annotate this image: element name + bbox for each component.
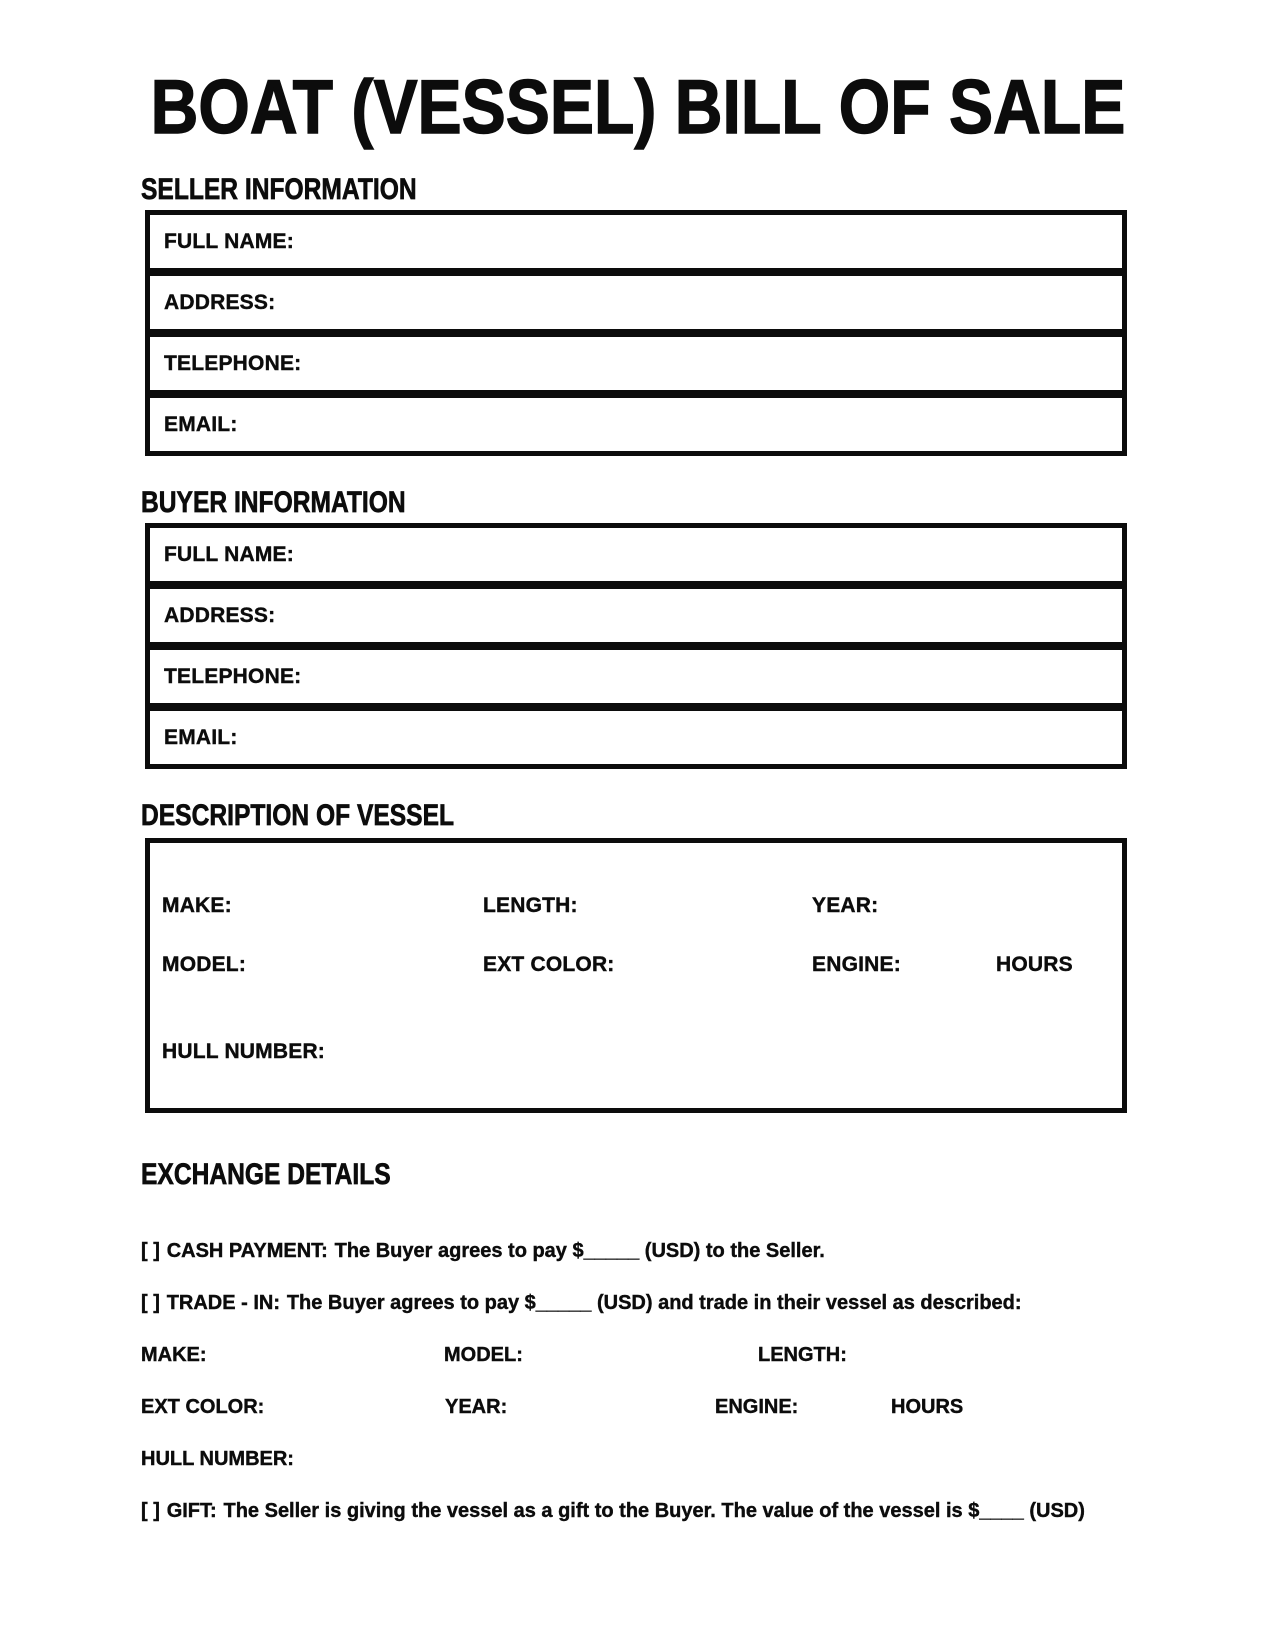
vessel-make-label: MAKE:: [162, 894, 232, 917]
document-title: BOAT (VESSEL) BILL OF SALE: [150, 65, 1126, 150]
cash-payment-label: CASH PAYMENT:: [166, 1240, 328, 1262]
buyer-full-name-field[interactable]: [150, 528, 1122, 581]
cash-payment-checkbox[interactable]: [ ]: [141, 1240, 160, 1262]
trade-make-label: MAKE:: [141, 1344, 207, 1366]
vessel-hull-number-label: HULL NUMBER:: [162, 1040, 325, 1063]
buyer-address-field[interactable]: [150, 581, 1122, 642]
vessel-length-label: LENGTH:: [483, 894, 578, 917]
seller-email-field[interactable]: [150, 390, 1122, 451]
seller-telephone-field[interactable]: [150, 329, 1122, 390]
seller-address-field[interactable]: [150, 268, 1122, 329]
trade-hours-label: HOURS: [891, 1396, 964, 1418]
trade-vessel-row-1: [141, 1343, 1141, 1369]
vessel-engine-label: ENGINE:: [812, 953, 901, 976]
trade-year-label: YEAR:: [445, 1396, 508, 1418]
seller-address-label: ADDRESS:: [164, 290, 276, 314]
gift-label: GIFT:: [166, 1500, 217, 1522]
vessel-model-label: MODEL:: [162, 953, 247, 976]
seller-full-name-field[interactable]: [150, 215, 1122, 268]
buyer-section-heading: BUYER INFORMATION: [141, 486, 406, 519]
seller-info-table: [145, 210, 1127, 456]
buyer-telephone-label: TELEPHONE:: [164, 664, 302, 688]
buyer-address-label: ADDRESS:: [164, 603, 276, 627]
trade-in-text: The Buyer agrees to pay $_____ (USD) and trade in their vessel as described:: [286, 1292, 1022, 1314]
cash-payment-option: [141, 1239, 1141, 1264]
trade-engine-label: ENGINE:: [715, 1396, 799, 1418]
trade-length-label: LENGTH:: [758, 1344, 847, 1366]
cash-payment-text: The Buyer agrees to pay $_____ (USD) to the Seller.: [334, 1240, 825, 1262]
vessel-hours-label: HOURS: [996, 953, 1073, 976]
seller-section-heading: SELLER INFORMATION: [141, 173, 417, 206]
vessel-description-box[interactable]: [145, 838, 1127, 1113]
vessel-year-label: YEAR:: [812, 894, 879, 917]
buyer-info-table: [145, 523, 1127, 769]
trade-vessel-row-2: [141, 1395, 1141, 1421]
buyer-email-field[interactable]: [150, 703, 1122, 764]
buyer-telephone-field[interactable]: [150, 642, 1122, 703]
buyer-email-label: EMAIL:: [164, 725, 238, 749]
seller-telephone-label: TELEPHONE:: [164, 351, 302, 375]
trade-vessel-row-3: [141, 1447, 1141, 1472]
trade-in-option: [141, 1291, 1141, 1316]
gift-option: [141, 1499, 1141, 1524]
buyer-full-name-label: FULL NAME:: [164, 542, 294, 566]
vessel-ext-color-label: EXT COLOR:: [483, 953, 615, 976]
trade-in-checkbox[interactable]: [ ]: [141, 1292, 160, 1314]
gift-text: The Seller is giving the vessel as a gift to the Buyer. The value of the vessel is $____ (USD): [223, 1500, 1085, 1522]
trade-in-label: TRADE - IN:: [166, 1292, 281, 1314]
vessel-section-heading: DESCRIPTION OF VESSEL: [141, 799, 455, 832]
exchange-section-heading: EXCHANGE DETAILS: [141, 1158, 391, 1191]
trade-hull-number-label: HULL NUMBER:: [141, 1448, 294, 1470]
trade-model-label: MODEL:: [444, 1344, 523, 1366]
seller-email-label: EMAIL:: [164, 412, 238, 436]
seller-full-name-label: FULL NAME:: [164, 229, 294, 253]
trade-ext-color-label: EXT COLOR:: [141, 1396, 265, 1418]
gift-checkbox[interactable]: [ ]: [141, 1500, 160, 1522]
